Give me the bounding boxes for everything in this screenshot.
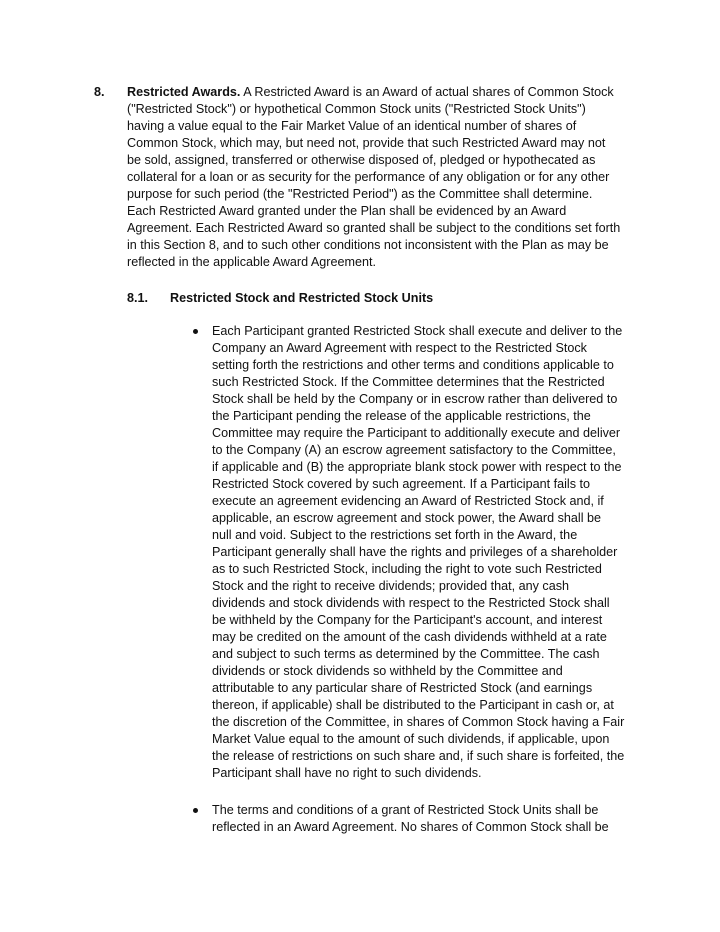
text-line: reflected in an Award Agreement. No shares of Common Stock shall be [212, 820, 609, 834]
text-line: the Participant pending the release of the applicable restrictions, the [212, 409, 591, 423]
text-line: in this Section 8, and to such other conditions not inconsistent with the Plan as may be [127, 238, 609, 252]
bullet-paragraph-2 [212, 802, 609, 836]
text-line: and subject to such terms as determined by the Committee. The cash [212, 647, 600, 661]
section-number: 8. [94, 85, 105, 99]
text-line: having a value equal to the Fair Market Value of an identical number of shares of [127, 119, 577, 133]
text-line: Participant shall have no right to such dividends. [212, 766, 482, 780]
bullet-icon [193, 808, 198, 813]
text-line: Participant generally shall have the rights and privileges of a shareholder [212, 545, 618, 559]
text-line: reflected in the applicable Award Agreement. [127, 255, 377, 269]
text-line: Market Value equal to the amount of such dividends, if applicable, upon [212, 732, 610, 746]
text-line: Each Participant granted Restricted Stock shall execute and deliver to the [212, 324, 623, 338]
text-line: setting forth the restrictions and other terms and conditions applicable to [212, 358, 614, 372]
section-8-paragraph [127, 84, 620, 271]
text-line: the release of restrictions on such share and, if such share is forfeited, the [212, 749, 625, 763]
subsection-number: 8.1. [127, 291, 149, 305]
text-line: dividends and stock dividends with respect to the Restricted Stock shall [212, 596, 610, 610]
section-title: Restricted Awards. [127, 85, 241, 99]
text-line: null and void. Subject to the restrictions set forth in the Award, the [212, 528, 578, 542]
text-line: Company an Award Agreement with respect to the Restricted Stock [212, 341, 587, 355]
bullet-icon [193, 329, 198, 334]
text-line: as to such Restricted Stock, including the right to vote such Restricted [212, 562, 602, 576]
text-line: A Restricted Award is an Award of actual shares of Common Stock [240, 85, 614, 99]
text-line: be sold, assigned, transferred or otherwise disposed of, pledged or hypothecated as [127, 153, 596, 167]
text-line: ("Restricted Stock") or hypothetical Common Stock units ("Restricted Stock Units") [127, 102, 586, 116]
text-line: if applicable and (B) the appropriate blank stock power with respect to the [212, 460, 622, 474]
text-line: be withheld by the Company for the Participant's account, and interest [212, 613, 603, 627]
text-line: collateral for a loan or as security for the performance of any obligation or for any other [127, 170, 610, 184]
text-line: applicable, an escrow agreement and stock power, the Award shall be [212, 511, 602, 525]
text-line: the discretion of the Committee, in shares of Common Stock having a Fair [212, 715, 625, 729]
text-line: dividends or stock dividends so withheld by the Committee and [212, 664, 563, 678]
text-line: Stock and the right to receive dividends; provided that, any cash [212, 579, 570, 593]
text-line [127, 84, 620, 101]
text-line: to the Company (A) an escrow agreement satisfactory to the Committee, [212, 443, 616, 457]
text-line: Agreement. Each Restricted Award so granted shall be subject to the conditions set forth [127, 221, 621, 235]
text-line: The terms and conditions of a grant of Restricted Stock Units shall be [212, 803, 599, 817]
text-line: Restricted Stock covered by such agreement. If a Participant fails to [212, 477, 590, 491]
text-line: thereon, if applicable) shall be distributed to the Participant in cash or, at [212, 698, 614, 712]
text-line: execute an agreement evidencing an Award of Restricted Stock and, if [212, 494, 604, 508]
text-line: attributable to any particular share of Restricted Stock (and earnings [212, 681, 593, 695]
text-line: Each Restricted Award granted under the Plan shall be evidenced by an Award [127, 204, 567, 218]
text-line: purpose for such period (the "Restricted Period") as the Committee shall determine. [127, 187, 593, 201]
text-line: may be credited on the amount of the cash dividends withheld at a rate [212, 630, 607, 644]
bullet-paragraph-1 [212, 323, 624, 782]
text-line: Stock shall be held by the Company or in escrow rather than delivered to [212, 392, 618, 406]
text-line: such Restricted Stock. If the Committee determines that the Restricted [212, 375, 605, 389]
text-line: Committee may require the Participant to additionally execute and deliver [212, 426, 621, 440]
text-line: Common Stock, which may, but need not, provide that such Restricted Award may not [127, 136, 606, 150]
subsection-title: Restricted Stock and Restricted Stock Units [170, 291, 434, 305]
